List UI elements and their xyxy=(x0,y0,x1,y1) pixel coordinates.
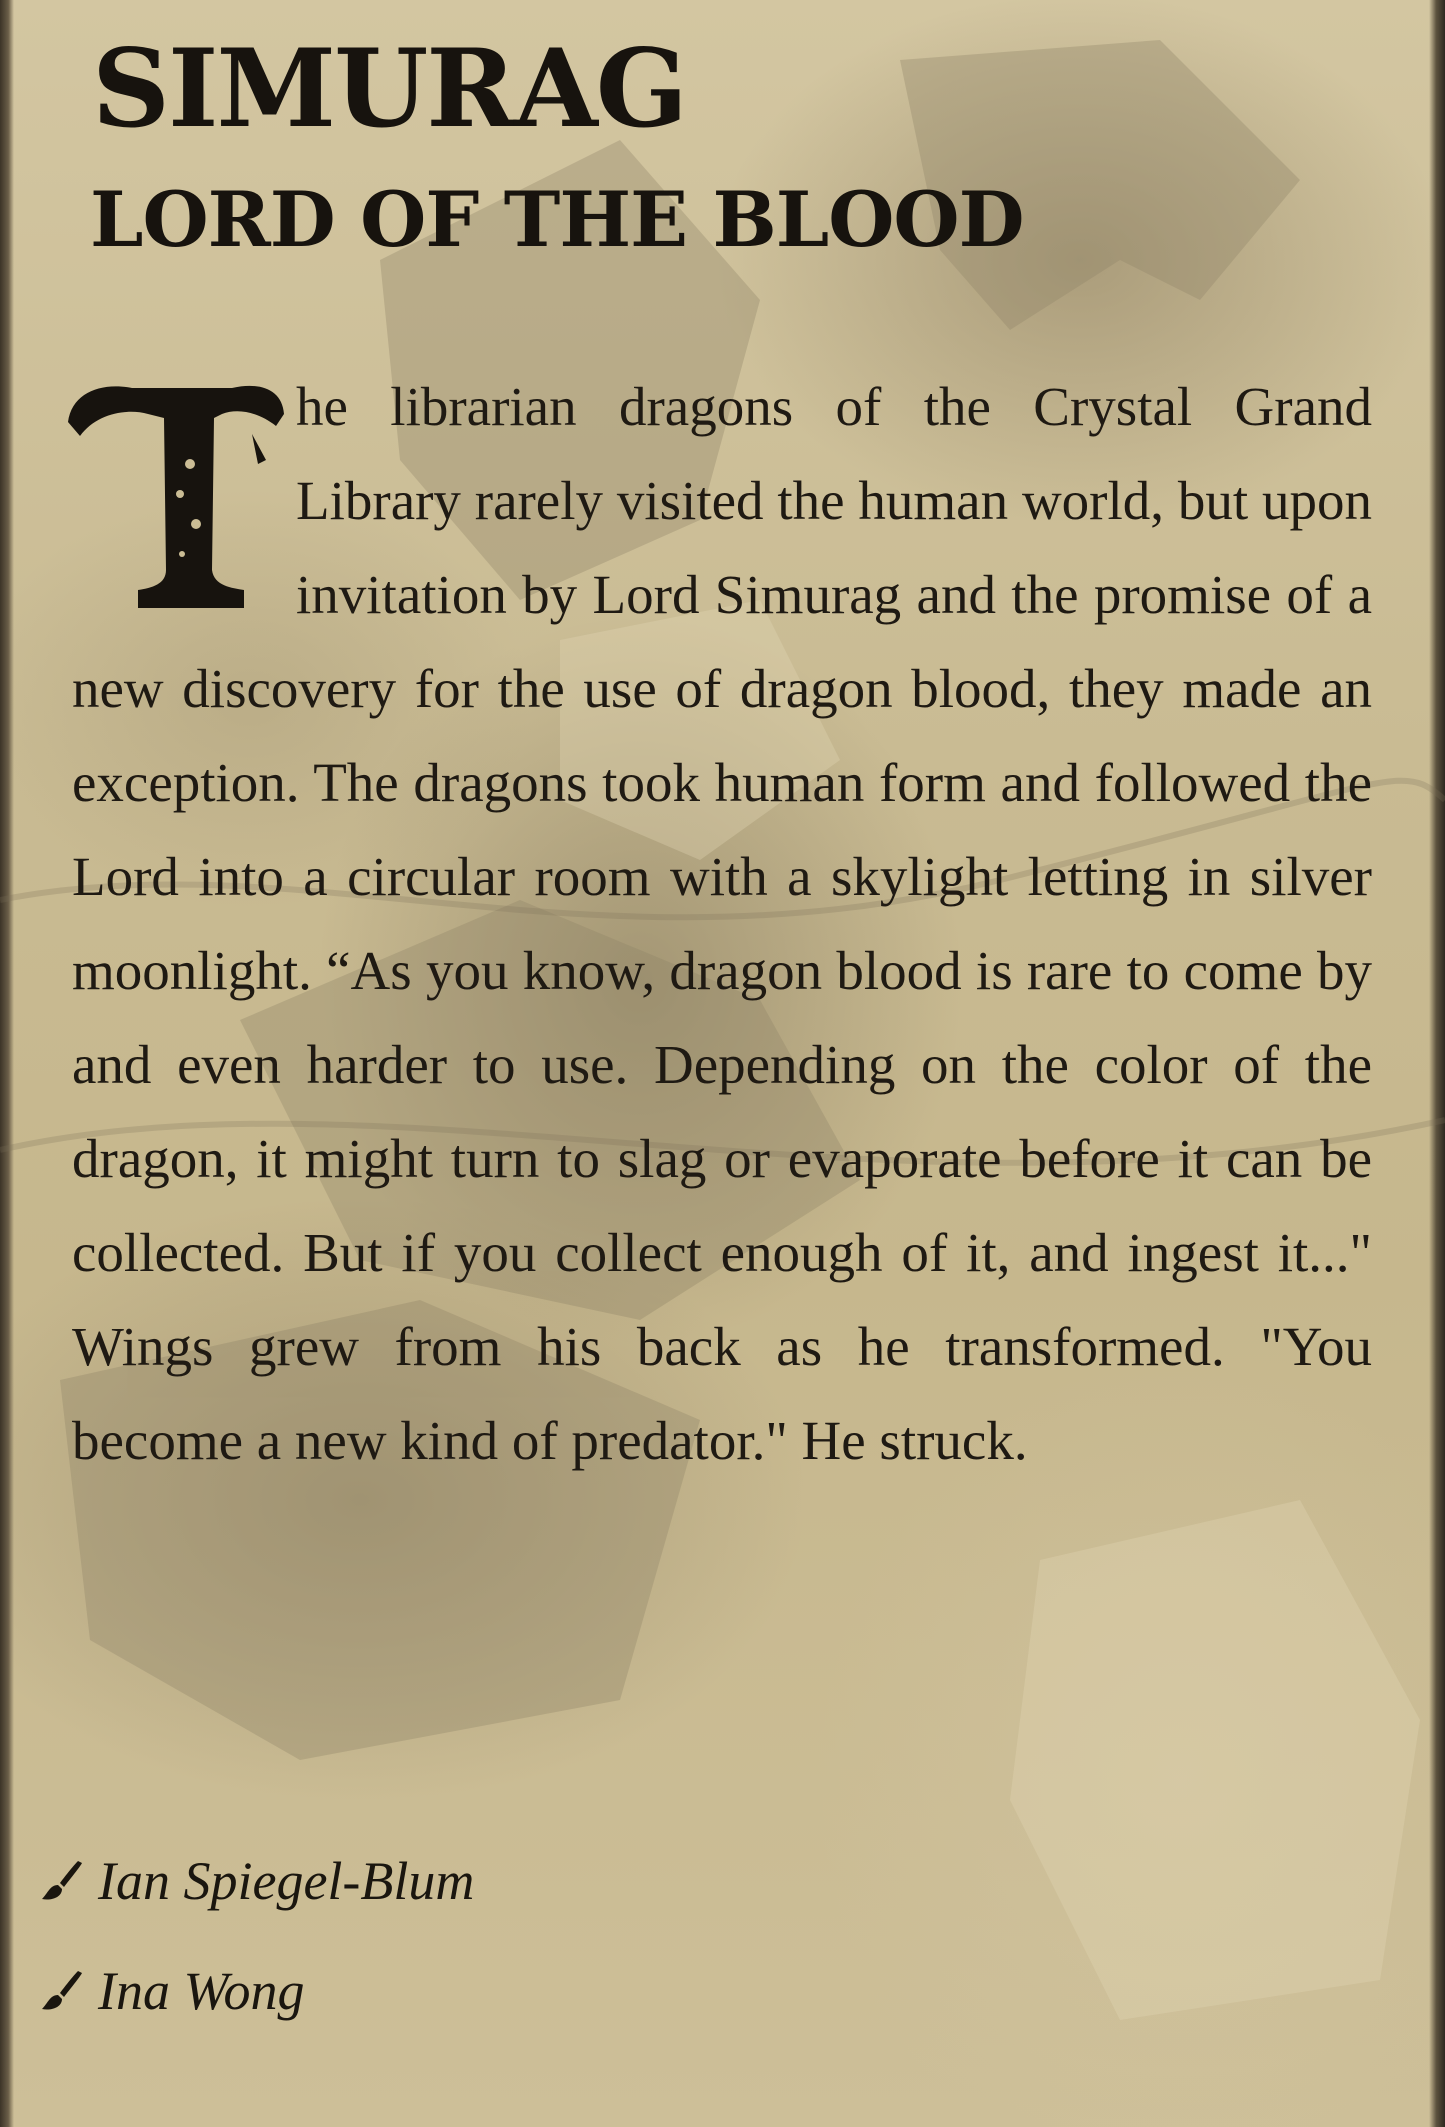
card-title: SIMURAG xyxy=(92,26,687,152)
artist-credits xyxy=(40,1850,740,2060)
card-subtitle: LORD OF THE BLOOD xyxy=(90,175,1024,264)
paintbrush-icon xyxy=(40,1859,84,1903)
flavor-text-block xyxy=(62,360,1372,1600)
drop-cap-letter xyxy=(62,374,290,614)
card-left-edge xyxy=(0,0,14,2127)
card-right-edge xyxy=(1429,0,1445,2127)
flavor-text: he librarian dragons of the Crystal Grand Library rarely visited the human world, but upon invitation by Lord Simurag and the promise of a new discovery for the use of dragon blood, they made an exception. The dragons took human form and followed the Lord into a circular room with a skylight letting in silver moonlight. “As you know, dragon blood is rare to come by and even harder to use. Depending on the color of the dragon, it might turn to slag or evaporate before it can be collected. But if you collect enough of it, and ingest it..." Wings grew from his back as he transformed. "You become a new kind of predator." He struck. xyxy=(72,376,1372,1471)
artist-name: Ina Wong xyxy=(98,1961,305,2021)
artist-credit xyxy=(40,1960,305,2022)
artist-credit xyxy=(40,1850,474,1912)
artist-name: Ian Spiegel-Blum xyxy=(98,1851,475,1911)
paintbrush-icon xyxy=(40,1969,84,2013)
drop-cap-text: T xyxy=(62,374,63,375)
